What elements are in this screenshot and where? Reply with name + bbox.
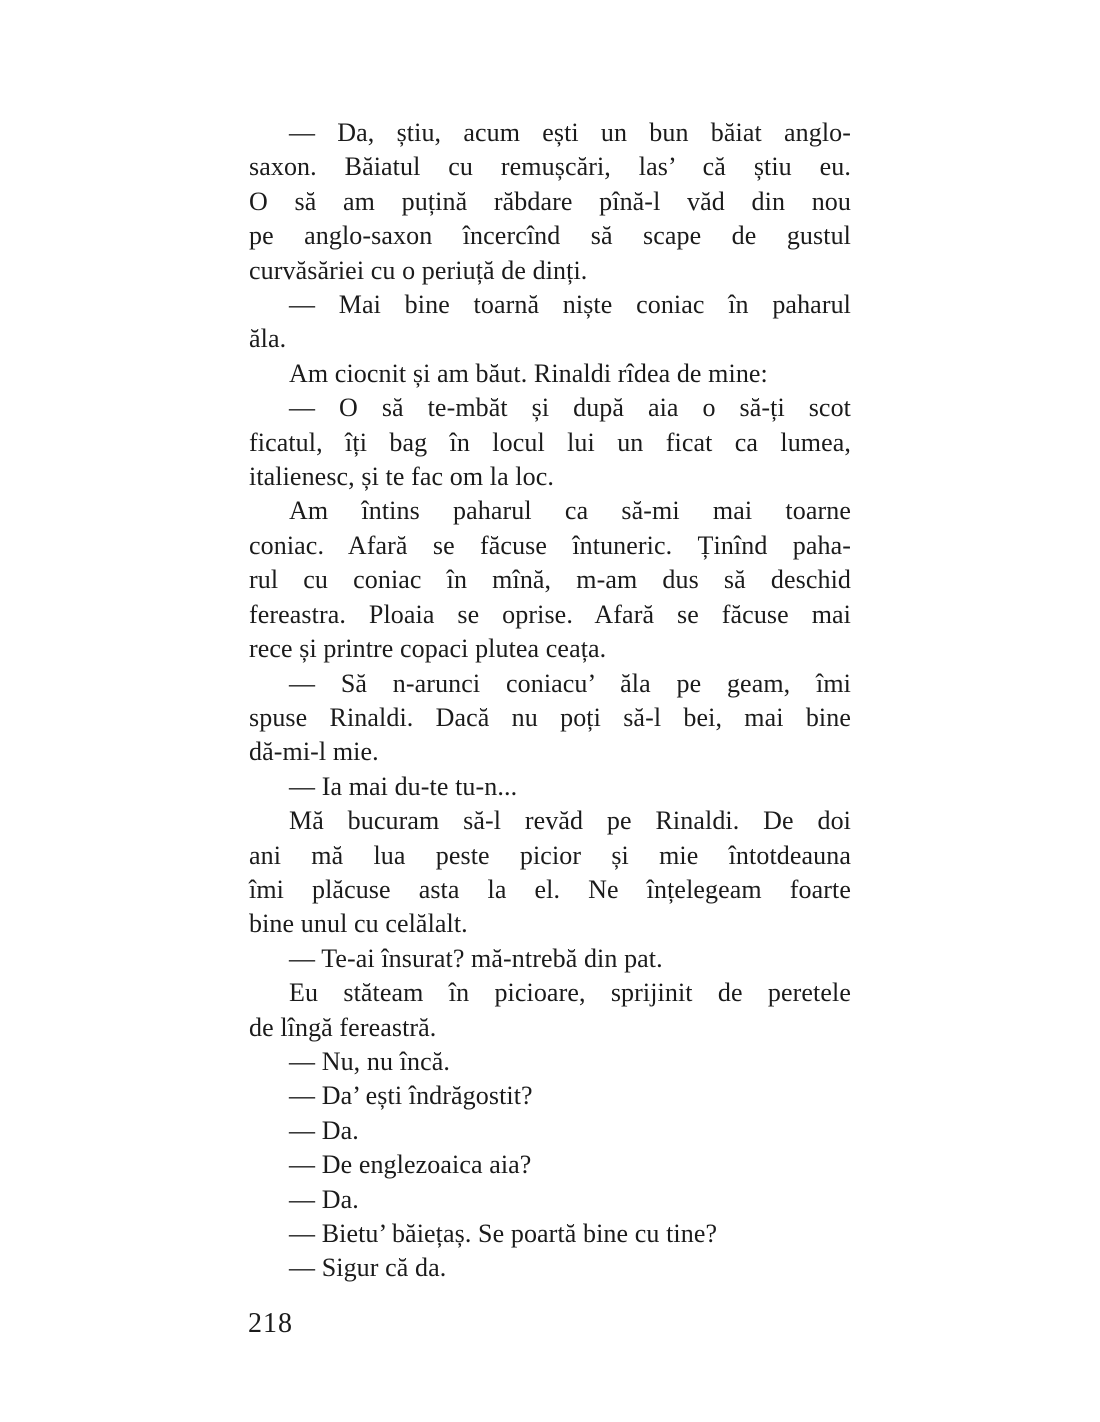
text-line: — De englezoaica aia? <box>289 1150 532 1180</box>
text-line: spuse Rinaldi. Dacă nu poți să-l bei, mai bine <box>249 702 851 732</box>
page-number: 218 <box>248 1308 293 1339</box>
text-line: curvăsăriei cu o periuță de dinți. <box>249 255 588 285</box>
text-line: saxon. Băiatul cu remușcări, las’ că știu eu. <box>249 152 851 182</box>
paragraph <box>249 667 851 770</box>
paragraph <box>249 770 851 804</box>
text-line: — Bietu’ băiețaș. Se poartă bine cu tine? <box>289 1219 718 1248</box>
text-line: — Ia mai du-te tu-n... <box>289 771 518 801</box>
paragraph <box>249 1148 851 1182</box>
text-block <box>249 116 851 1286</box>
paragraph <box>249 494 851 666</box>
text-line: italienesc, și te fac om la loc. <box>249 462 554 492</box>
paragraph <box>249 1217 851 1251</box>
text-line: Am ciocnit și am băut. Rinaldi rîdea de mine: <box>289 358 768 388</box>
text-line: dă-mi-l mie. <box>249 737 379 767</box>
paragraph <box>249 1079 851 1113</box>
text-line: — Nu, nu încă. <box>289 1046 450 1076</box>
paragraph <box>249 804 851 942</box>
text-line: ficatul, îți bag în locul lui un ficat ca lumea, <box>249 427 851 457</box>
paragraph <box>249 357 851 391</box>
text-line: fereastra. Ploaia se oprise. Afară se făcuse mai <box>249 599 851 629</box>
paragraph <box>249 288 851 357</box>
paragraph <box>249 976 851 1045</box>
text-line: — O să te-mbăt și după aia o să-ți scot <box>289 393 851 423</box>
text-line: — Da. <box>289 1115 359 1145</box>
text-line: — Mai bine toarnă niște coniac în paharul <box>289 290 851 320</box>
text-line: ani mă lua peste picior și mie întotdeauna <box>249 840 851 870</box>
paragraph <box>249 391 851 494</box>
paragraph <box>249 942 851 976</box>
text-line: bine unul cu celălalt. <box>249 909 468 939</box>
text-line: pe anglo-saxon încercînd să scape de gustul <box>249 221 851 251</box>
text-line: ăla. <box>249 324 287 354</box>
text-line: — Te-ai însurat? mă-ntrebă din pat. <box>289 943 663 973</box>
text-line: de lîngă fereastră. <box>249 1012 437 1042</box>
text-line: — Da, știu, acum ești un bun băiat anglo- <box>289 118 851 147</box>
text-line: îmi plăcuse asta la el. Ne înțelegeam foarte <box>249 874 851 904</box>
text-line: Eu stăteam în picioare, sprijinit de peretele <box>289 978 851 1008</box>
paragraph <box>249 116 851 288</box>
paragraph <box>249 1251 851 1285</box>
text-line: — Da. <box>289 1184 359 1214</box>
text-line: — Da’ ești îndrăgostit? <box>289 1081 533 1111</box>
text-line: — Să n-arunci coniacu’ ăla pe geam, îmi <box>289 668 851 698</box>
text-line: Mă bucuram să-l revăd pe Rinaldi. De doi <box>289 806 851 836</box>
paragraph <box>249 1045 851 1079</box>
text-line: O să am puțină răbdare pînă-l văd din nou <box>249 186 851 216</box>
text-line: Am întins paharul ca să-mi mai toarne <box>289 496 851 526</box>
text-line: coniac. Afară se făcuse întuneric. Ținînd paha- <box>249 530 851 560</box>
paragraph <box>249 1114 851 1148</box>
paragraph <box>249 1183 851 1217</box>
text-line: — Sigur că da. <box>289 1253 447 1283</box>
text-line: rul cu coniac în mînă, m-am dus să deschid <box>249 565 851 595</box>
text-line: rece și printre copaci plutea ceața. <box>249 634 607 664</box>
